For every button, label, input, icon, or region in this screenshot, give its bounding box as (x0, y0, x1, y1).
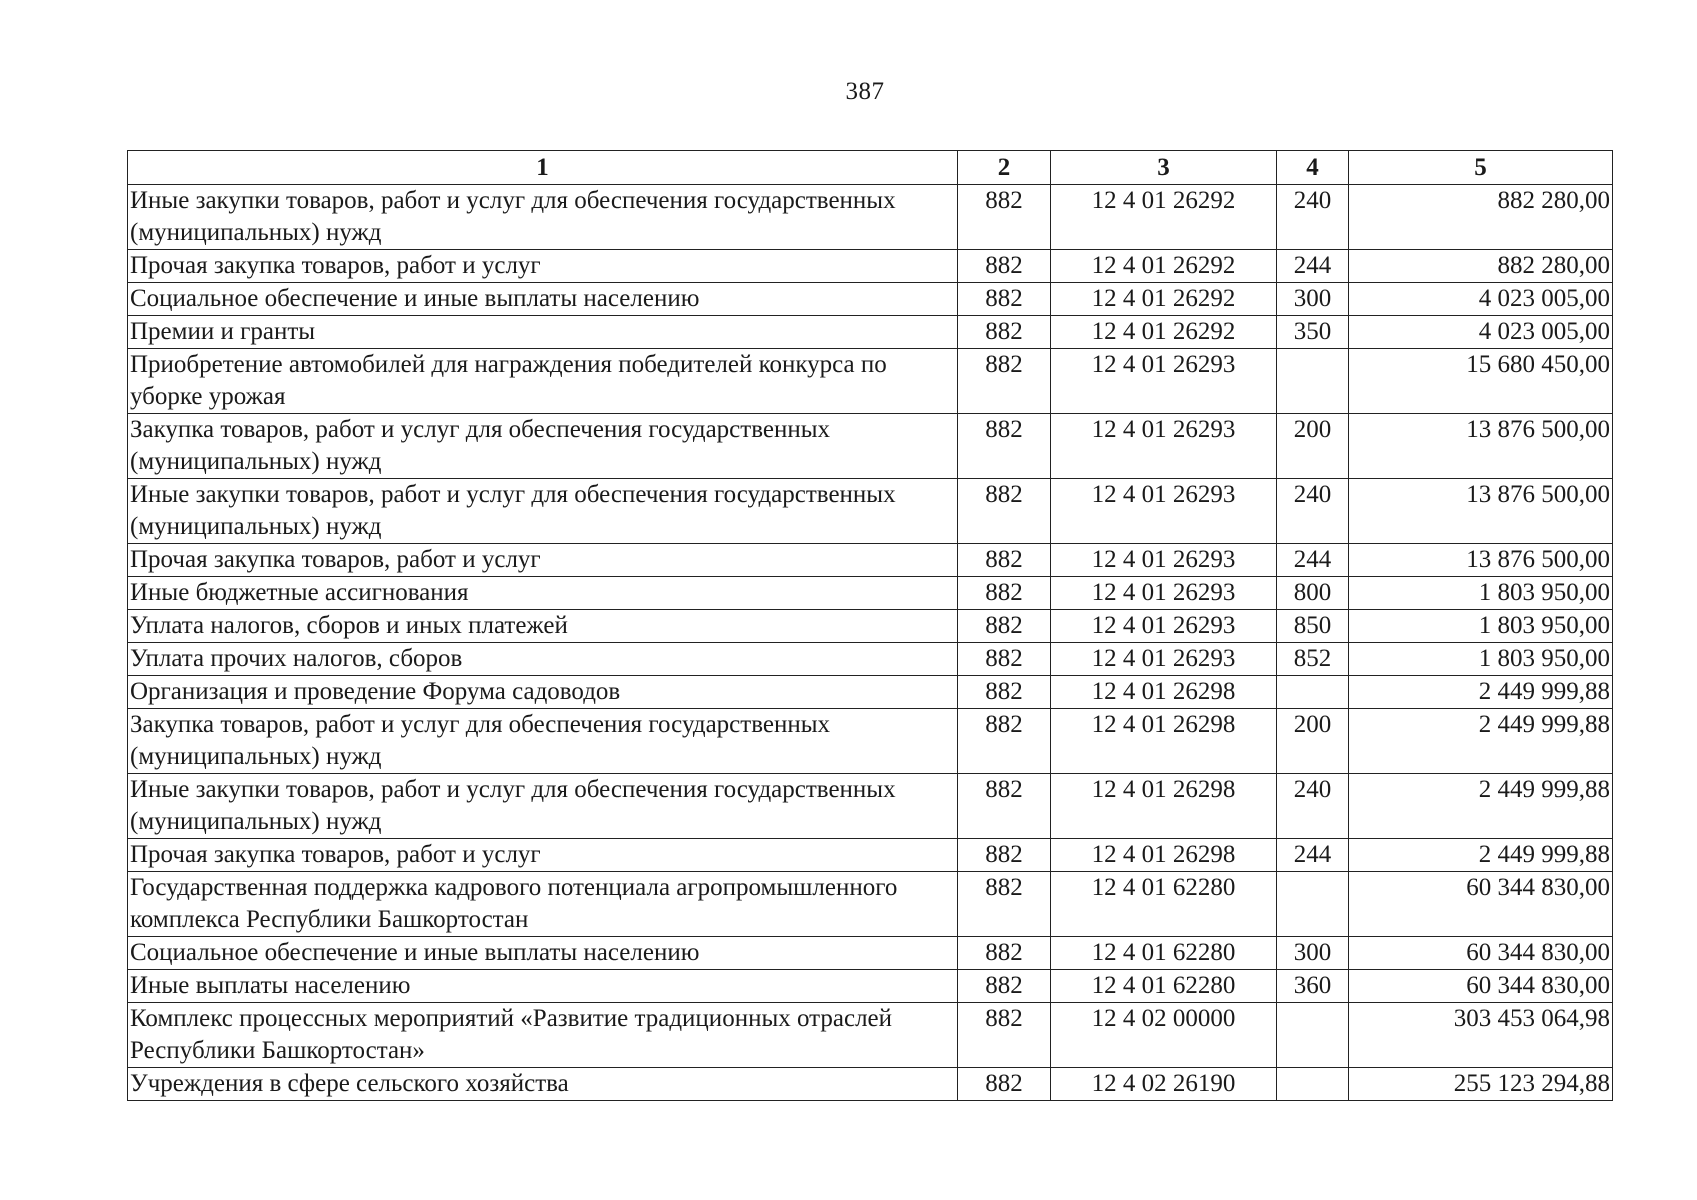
row-type-cell: 244 (1277, 544, 1349, 577)
row-name-cell: Закупка товаров, работ и услуг для обеспечения государственных (муниципальных) нужд (128, 709, 958, 774)
row-ministry-cell: 882 (958, 676, 1051, 709)
row-name-cell: Прочая закупка товаров, работ и услуг (128, 250, 958, 283)
row-name-cell: Уплата прочих налогов, сборов (128, 643, 958, 676)
row-target-cell: 12 4 01 62280 (1051, 970, 1277, 1003)
row-amount-cell: 303 453 064,98 (1349, 1003, 1613, 1068)
row-target-cell: 12 4 01 26292 (1051, 316, 1277, 349)
row-name-cell: Иные выплаты населению (128, 970, 958, 1003)
row-ministry-cell: 882 (958, 774, 1051, 839)
row-amount-cell: 1 803 950,00 (1349, 643, 1613, 676)
row-ministry-cell: 882 (958, 937, 1051, 970)
row-amount-cell: 13 876 500,00 (1349, 544, 1613, 577)
row-name-cell: Прочая закупка товаров, работ и услуг (128, 839, 958, 872)
row-amount-cell: 882 280,00 (1349, 250, 1613, 283)
row-target-cell: 12 4 01 26298 (1051, 709, 1277, 774)
row-type-cell: 350 (1277, 316, 1349, 349)
row-type-cell (1277, 872, 1349, 937)
row-ministry-cell: 882 (958, 349, 1051, 414)
row-name-cell: Премии и гранты (128, 316, 958, 349)
row-name-cell: Иные бюджетные ассигнования (128, 577, 958, 610)
row-target-cell: 12 4 01 62280 (1051, 937, 1277, 970)
row-type-cell: 800 (1277, 577, 1349, 610)
table-row (128, 774, 1613, 839)
row-name-cell: Иные закупки товаров, работ и услуг для обеспечения государственных (муниципальных) нужд (128, 185, 958, 250)
row-type-cell: 200 (1277, 709, 1349, 774)
table-row (128, 1003, 1613, 1068)
row-amount-cell: 882 280,00 (1349, 185, 1613, 250)
table-row (128, 937, 1613, 970)
row-ministry-cell: 882 (958, 185, 1051, 250)
row-amount-cell: 2 449 999,88 (1349, 676, 1613, 709)
row-target-cell: 12 4 01 26298 (1051, 839, 1277, 872)
row-target-cell: 12 4 02 26190 (1051, 1068, 1277, 1101)
row-target-cell: 12 4 01 26293 (1051, 479, 1277, 544)
row-type-cell (1277, 349, 1349, 414)
row-ministry-cell: 882 (958, 1068, 1051, 1101)
row-target-cell: 12 4 01 26293 (1051, 643, 1277, 676)
row-amount-cell: 60 344 830,00 (1349, 937, 1613, 970)
row-type-cell: 240 (1277, 479, 1349, 544)
row-name-cell: Организация и проведение Форума садоводов (128, 676, 958, 709)
table-row (128, 316, 1613, 349)
row-amount-cell: 60 344 830,00 (1349, 970, 1613, 1003)
row-type-cell: 240 (1277, 185, 1349, 250)
row-amount-cell: 2 449 999,88 (1349, 774, 1613, 839)
row-target-cell: 12 4 01 26292 (1051, 283, 1277, 316)
table-row (128, 479, 1613, 544)
row-ministry-cell: 882 (958, 316, 1051, 349)
table-header-row (128, 151, 1613, 185)
row-ministry-cell: 882 (958, 643, 1051, 676)
column-header-name: 1 (128, 151, 958, 185)
row-target-cell: 12 4 01 26298 (1051, 774, 1277, 839)
row-ministry-cell: 882 (958, 577, 1051, 610)
row-target-cell: 12 4 01 26293 (1051, 544, 1277, 577)
row-amount-cell: 2 449 999,88 (1349, 709, 1613, 774)
row-target-cell: 12 4 01 26298 (1051, 676, 1277, 709)
row-name-cell: Закупка товаров, работ и услуг для обеспечения государственных (муниципальных) нужд (128, 414, 958, 479)
row-type-cell (1277, 1003, 1349, 1068)
row-target-cell: 12 4 01 26292 (1051, 250, 1277, 283)
row-target-cell: 12 4 01 26293 (1051, 349, 1277, 414)
column-header-amount: 5 (1349, 151, 1613, 185)
table-row (128, 1068, 1613, 1101)
row-ministry-cell: 882 (958, 709, 1051, 774)
row-name-cell: Социальное обеспечение и иные выплаты населению (128, 283, 958, 316)
row-amount-cell: 255 123 294,88 (1349, 1068, 1613, 1101)
row-target-cell: 12 4 02 00000 (1051, 1003, 1277, 1068)
row-ministry-cell: 882 (958, 839, 1051, 872)
row-type-cell: 244 (1277, 839, 1349, 872)
row-amount-cell: 4 023 005,00 (1349, 283, 1613, 316)
row-name-cell: Комплекс процессных мероприятий «Развитие традиционных отраслей Республики Башкортостан» (128, 1003, 958, 1068)
row-ministry-cell: 882 (958, 544, 1051, 577)
row-amount-cell: 2 449 999,88 (1349, 839, 1613, 872)
row-name-cell: Уплата налогов, сборов и иных платежей (128, 610, 958, 643)
table-row (128, 676, 1613, 709)
table-row (128, 577, 1613, 610)
row-name-cell: Прочая закупка товаров, работ и услуг (128, 544, 958, 577)
table-row (128, 250, 1613, 283)
row-target-cell: 12 4 01 26293 (1051, 577, 1277, 610)
row-name-cell: Иные закупки товаров, работ и услуг для обеспечения государственных (муниципальных) нужд (128, 774, 958, 839)
row-name-cell: Государственная поддержка кадрового потенциала агропромышленного комплекса Республики Башкортостан (128, 872, 958, 937)
row-type-cell: 300 (1277, 937, 1349, 970)
row-ministry-cell: 882 (958, 479, 1051, 544)
row-target-cell: 12 4 01 26292 (1051, 185, 1277, 250)
row-amount-cell: 4 023 005,00 (1349, 316, 1613, 349)
row-type-cell (1277, 1068, 1349, 1101)
row-amount-cell: 60 344 830,00 (1349, 872, 1613, 937)
row-ministry-cell: 882 (958, 414, 1051, 479)
table-row (128, 970, 1613, 1003)
column-header-target: 3 (1051, 151, 1277, 185)
table-row (128, 709, 1613, 774)
row-name-cell: Иные закупки товаров, работ и услуг для обеспечения государственных (муниципальных) нужд (128, 479, 958, 544)
row-target-cell: 12 4 01 26293 (1051, 610, 1277, 643)
row-target-cell: 12 4 01 26293 (1051, 414, 1277, 479)
row-type-cell: 244 (1277, 250, 1349, 283)
page-number: 387 (845, 78, 885, 105)
row-name-cell: Учреждения в сфере сельского хозяйства (128, 1068, 958, 1101)
row-name-cell: Социальное обеспечение и иные выплаты населению (128, 937, 958, 970)
row-amount-cell: 1 803 950,00 (1349, 577, 1613, 610)
row-amount-cell: 13 876 500,00 (1349, 479, 1613, 544)
row-type-cell: 852 (1277, 643, 1349, 676)
table-row (128, 872, 1613, 937)
row-type-cell: 300 (1277, 283, 1349, 316)
table-row (128, 839, 1613, 872)
row-name-cell: Приобретение автомобилей для награждения победителей конкурса по уборке урожая (128, 349, 958, 414)
row-amount-cell: 13 876 500,00 (1349, 414, 1613, 479)
table-body (128, 185, 1613, 1101)
table-row (128, 544, 1613, 577)
table-row (128, 414, 1613, 479)
row-ministry-cell: 882 (958, 610, 1051, 643)
row-type-cell (1277, 676, 1349, 709)
table-row (128, 185, 1613, 250)
row-type-cell: 360 (1277, 970, 1349, 1003)
column-header-type: 4 (1277, 151, 1349, 185)
table-row (128, 283, 1613, 316)
row-ministry-cell: 882 (958, 970, 1051, 1003)
table-row (128, 643, 1613, 676)
row-type-cell: 850 (1277, 610, 1349, 643)
row-amount-cell: 1 803 950,00 (1349, 610, 1613, 643)
row-type-cell: 200 (1277, 414, 1349, 479)
table-row (128, 349, 1613, 414)
row-ministry-cell: 882 (958, 250, 1051, 283)
row-ministry-cell: 882 (958, 1003, 1051, 1068)
row-target-cell: 12 4 01 62280 (1051, 872, 1277, 937)
column-header-ministry: 2 (958, 151, 1051, 185)
budget-table (127, 150, 1613, 1101)
row-ministry-cell: 882 (958, 283, 1051, 316)
table-row (128, 610, 1613, 643)
row-ministry-cell: 882 (958, 872, 1051, 937)
row-amount-cell: 15 680 450,00 (1349, 349, 1613, 414)
row-type-cell: 240 (1277, 774, 1349, 839)
